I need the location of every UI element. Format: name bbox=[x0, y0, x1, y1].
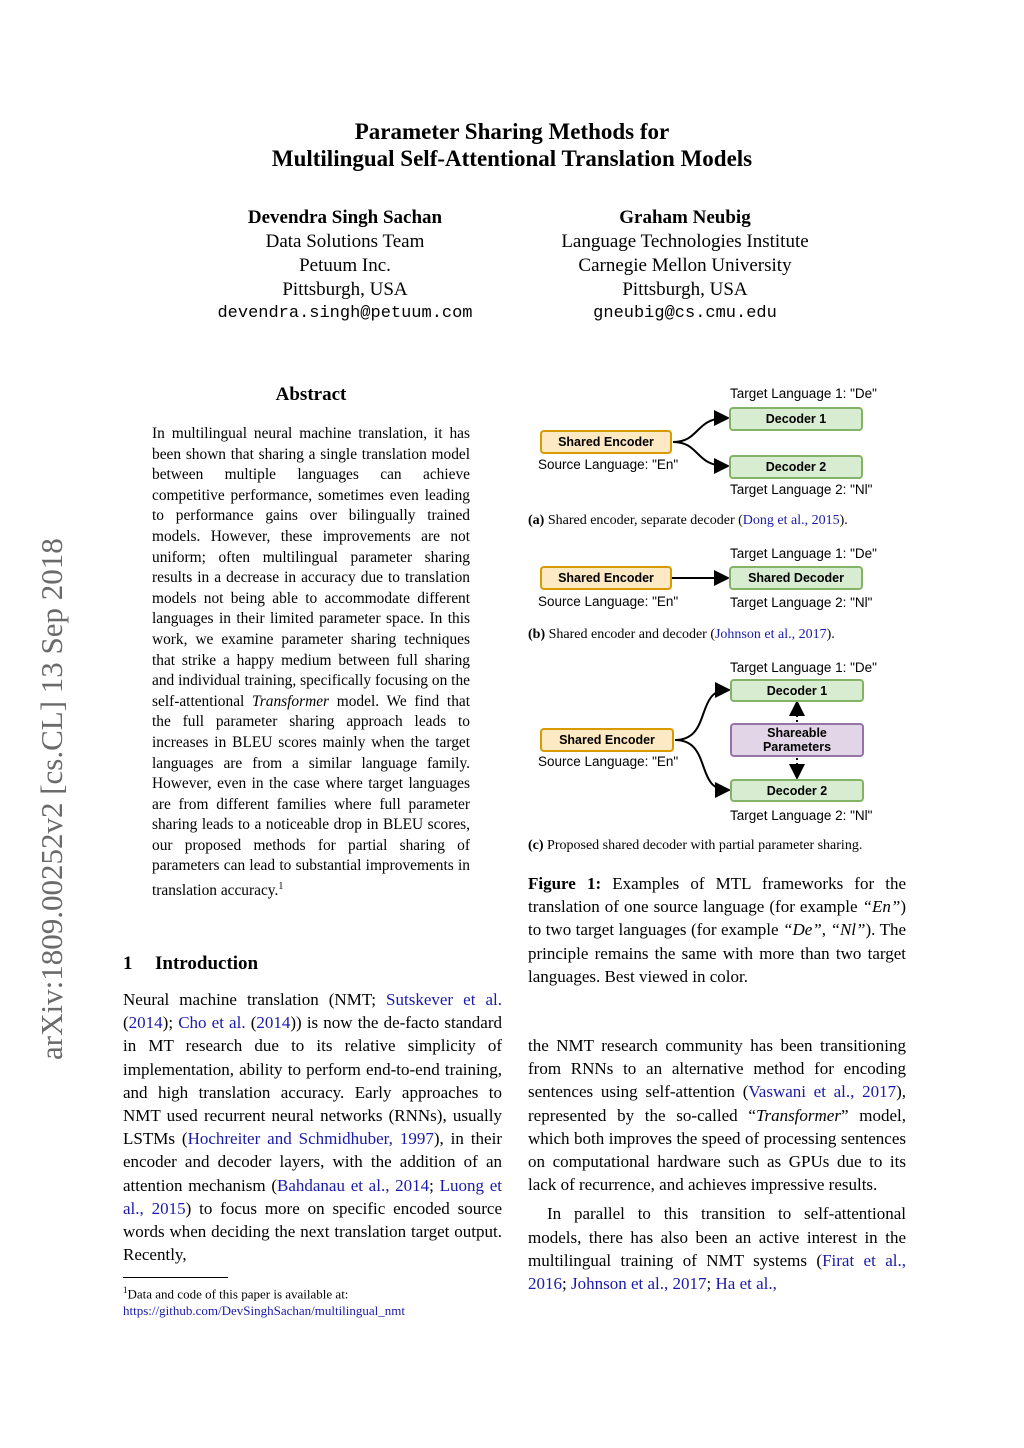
footnote-url-link[interactable]: https://github.com/DevSinghSachan/multilingual_nmt bbox=[123, 1303, 406, 1319]
author-email[interactable]: devendra.singh@petuum.com bbox=[217, 304, 473, 323]
footnote-text: Data and code of this paper is available at: bbox=[127, 1286, 349, 1302]
author-affiliation: Carnegie Mellon University bbox=[578, 255, 792, 276]
target-language-1-label: Target Language 1: "De" bbox=[730, 546, 877, 561]
author-affiliation: Data Solutions Team bbox=[265, 231, 425, 252]
decoder-2-box: Decoder 2 bbox=[729, 455, 863, 479]
arxiv-identifier: arXiv:1809.00252v2 [cs.CL] 13 Sep 2018 bbox=[34, 538, 69, 1060]
title-line-2: Multilingual Self-Attentional Translation Models bbox=[271, 146, 753, 171]
author-block-1 bbox=[195, 206, 495, 326]
target-language-1-label: Target Language 1: "De" bbox=[730, 386, 877, 401]
title-line-1: Parameter Sharing Methods for bbox=[354, 119, 670, 144]
footnote-rule bbox=[123, 1277, 228, 1278]
abstract-heading: Abstract bbox=[275, 384, 347, 405]
author-affiliation: Language Technologies Institute bbox=[561, 231, 809, 252]
citation-link[interactable]: Bahdanau et al., 2014 bbox=[277, 1175, 430, 1195]
author-name: Devendra Singh Sachan bbox=[247, 207, 443, 228]
body-paragraph: In parallel to this transition to self-attentional models, there has also been an active interest in the multilingual training of NMT systems (Firat et al., 2016; Johnson et al., 2017; Ha et al., bbox=[528, 1204, 906, 1294]
section-title: Introduction bbox=[155, 953, 259, 974]
intro-paragraph-left: Neural machine translation (NMT; Sutskever et al. (2014); Cho et al. (2014)) is now the de-facto standard in MT research due to its relative simplicity of implementation, ability to perform end-to-end training, and high translation accuracy. Early approaches to NMT used recurrent neural networks (RNNs), usually LSTMs (Hochreiter and Schmidhuber, 1997), in their encoder and decoder layers, with the addition of an attention mechanism (Bahdanau et al., 2014; Luong et al., 2015) to focus more on specific encoded source words when deciding the next translation target output. Recently, bbox=[123, 990, 502, 1265]
source-language-label: Source Language: "En" bbox=[538, 754, 679, 769]
decoder-1-box: Decoder 1 bbox=[729, 407, 863, 431]
citation-link[interactable]: Firat et al., 2016 bbox=[528, 1250, 906, 1294]
decoder-1-box: Decoder 1 bbox=[730, 679, 864, 702]
target-language-1-label: Target Language 1: "De" bbox=[730, 660, 877, 675]
author-affiliation: Petuum Inc. bbox=[299, 255, 391, 276]
arrow-to-decoder-1 bbox=[675, 690, 727, 740]
author-name: Graham Neubig bbox=[619, 207, 751, 228]
decoder-2-box: Decoder 2 bbox=[730, 779, 864, 802]
citation-link[interactable]: Vaswani et al., 2017 bbox=[748, 1082, 897, 1102]
target-language-2-label: Target Language 2: "Nl" bbox=[730, 482, 873, 497]
author-block-2 bbox=[535, 206, 835, 326]
figure-label: Figure 1: bbox=[528, 874, 602, 893]
subcaption-b: (b) Shared encoder and decoder (Johnson et al., 2017). bbox=[528, 627, 835, 642]
arrow-to-decoder-2 bbox=[673, 442, 726, 466]
citation-link[interactable]: Johnson et al., 2017 bbox=[714, 627, 827, 642]
target-language-2-label: Target Language 2: "Nl" bbox=[730, 808, 873, 823]
citation-link[interactable]: 2014 bbox=[128, 1013, 163, 1033]
citation-link[interactable]: Hochreiter and Schmidhuber, 1997 bbox=[187, 1129, 434, 1149]
figure-caption: Figure 1: Examples of MTL frameworks for the translation of one source language (for example “En”) to two target languages (for example “De”, “Nl”). The principle remains the same with more than two target languages. Best viewed in color. bbox=[528, 874, 907, 986]
footnote-marker[interactable]: 1 bbox=[278, 881, 284, 893]
author-location: Pittsburgh, USA bbox=[622, 279, 748, 300]
shared-encoder-box: Shared Encoder bbox=[540, 728, 674, 752]
source-language-label: Source Language: "En" bbox=[538, 594, 679, 609]
citation-link[interactable]: Sutskever et al. bbox=[386, 990, 502, 1009]
arrow-to-decoder-2 bbox=[675, 740, 727, 790]
citation-link[interactable]: Cho et al. bbox=[178, 1013, 246, 1033]
author-email[interactable]: gneubig@cs.cmu.edu bbox=[593, 304, 777, 323]
author-location: Pittsburgh, USA bbox=[282, 279, 408, 300]
citation-link[interactable]: Johnson et al., 2017 bbox=[570, 1274, 707, 1294]
section-number: 1 bbox=[123, 953, 133, 974]
paper-title bbox=[0, 118, 1024, 172]
section-heading bbox=[123, 953, 258, 975]
shared-decoder-box: Shared Decoder bbox=[729, 566, 863, 590]
shared-encoder-box: Shared Encoder bbox=[540, 566, 672, 590]
transformer-emphasis: Transformer bbox=[252, 692, 330, 710]
footnote-number: 1 bbox=[123, 1285, 128, 1295]
shared-encoder-box: Shared Encoder bbox=[540, 430, 672, 454]
arrow-to-decoder-1 bbox=[673, 418, 726, 442]
citation-link[interactable]: Luong et al., 2015 bbox=[123, 1175, 502, 1218]
footnote bbox=[123, 1282, 502, 1319]
citation-link[interactable]: Dong et al., 2015 bbox=[742, 513, 840, 528]
target-language-2-label: Target Language 2: "Nl" bbox=[730, 595, 873, 610]
subcaption-c: (c) Proposed shared decoder with partial parameter sharing. bbox=[528, 838, 863, 853]
body-paragraph: the NMT research community has been transitioning from RNNs to an alternative method for encoding sentences using self-attention (Vaswani et al., 2017), represented by the so-called “Transformer” model, which both improves the speed of processing sentences on computational hardware such as GPUs due to its lack of recurrence, and achieves impressive results. bbox=[528, 1036, 907, 1195]
abstract-text: In multilingual neural machine translation, it has been shown that sharing a single translation model between multiple languages can achieve competitive performance, sometimes even leading to performance gains over bilingually trained models. However, these improvements are not uniform; often multilingual parameter sharing results in a decrease in accuracy due to translation models not being able to accommodate different languages in their limited parameter space. In this work, we examine parameter sharing techniques that strike a happy medium between full sharing and individual training, specifically focusing on the self-attentional Transformer model. We find that the full parameter sharing approach leads to increases in BLEU scores mainly when the target languages are from a similar language family. However, even in the case where target languages are from different families where full parameter sharing leads to a noticeable drop in BLEU scores, our proposed methods for partial sharing of parameters can lead to substantial improvements in translation accuracy.$^1$ bbox=[152, 425, 470, 900]
shareable-parameters-box: Shareable Parameters bbox=[730, 723, 864, 757]
subcaption-a: (a) Shared encoder, separate decoder (Dong et al., 2015). bbox=[528, 513, 848, 528]
citation-link[interactable]: 2014 bbox=[256, 1013, 291, 1033]
citation-link[interactable]: Ha et al., bbox=[715, 1274, 777, 1294]
intro-column-right bbox=[528, 1034, 906, 1295]
source-language-label: Source Language: "En" bbox=[538, 457, 679, 472]
